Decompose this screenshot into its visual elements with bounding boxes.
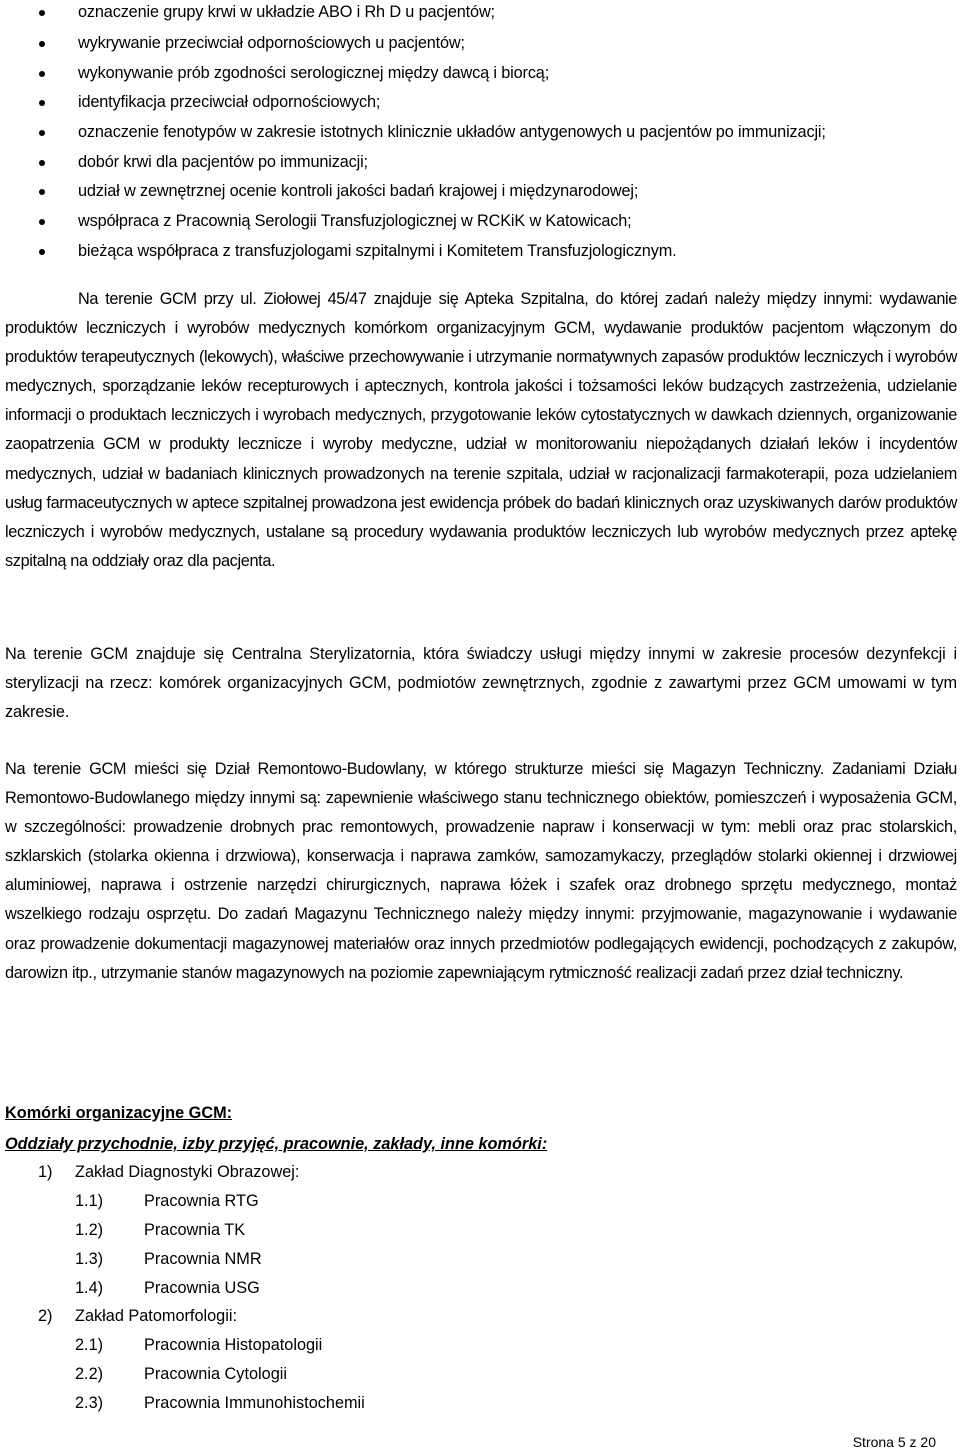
bullet-icon [39,130,45,136]
list-item [78,92,380,112]
bullet-icon [39,10,45,16]
outline-label: Pracownia RTG [144,1192,259,1210]
outline-number: 1.3) [75,1250,104,1268]
bullet-icon [39,71,45,77]
outline-number: 2) [38,1307,53,1325]
list-item-text: udział w zewnętrznej ocenie kontroli jakości badań krajowej i międzynarodowej; [78,182,639,200]
outline-number: 2.2) [75,1365,104,1383]
organizational-units-heading: Komórki organizacyjne GCM: [5,1104,233,1122]
list-item [78,63,549,83]
outline-label: Pracownia Immunohistochemii [144,1394,365,1412]
bullet-icon [39,249,45,255]
list-item [78,211,632,231]
pharmacy-paragraph-text: Na terenie GCM przy ul. Ziołowej 45/47 znajduje się Apteka Szpitalna, do której zadań należy między innymi: wydawanie produktów leczniczych i wyrobów medycznych komórkom organizacyjnym GCM, wydawanie produktów pacjentom włączonym do produktów terapeutycznych (lekowych), właściwe przechowywanie i utrzymanie normatywnych zapasów produktów leczniczych i wyrobów medycznych, sporządzanie leków recepturowych i aptecznych, kontrola jakości i tożsamości leków budzących zastrzeżenia, udzielanie informacji o produktach leczniczych i wyrobach medycznych, przygotowanie leków cytostatycznych w dawkach dziennych, organizowanie zaopatrzenia GCM w produkty lecznicze i wyroby medyczne, udział w monitorowaniu niepożądanych działań leków i incydentów medycznych, udział w badaniach klinicznych prowadzonych na terenie szpitala, udział w racjonalizacji farmakoterapii, poza udzielaniem usług farmaceutycznych w aptece szpitalnej prowadzona jest ewidencja próbek do badań klinicznych oraz uzyskiwanych darów produktów leczniczych i wyrobów medycznych, ustalane są procedury wydawania produktów leczniczych lub wyrobów medycznych przez aptekę szpitalną na oddziały oraz dla pacjenta. [5,290,957,570]
list-item [78,181,638,201]
list-item-text: wykonywanie prób zgodności serologicznej między dawcą i biorcą; [78,64,550,82]
bullet-icon [39,41,45,47]
outline-label: Pracownia Cytologii [144,1365,287,1383]
list-item [78,33,465,53]
outline-number: 2.3) [75,1394,104,1412]
list-item-text: współpraca z Pracownią Serologii Transfuzjologicznej w RCKiK w Katowicach; [78,212,632,230]
bullet-icon [39,219,45,225]
outline-label: Pracownia NMR [144,1250,262,1268]
outline-label: Zakład Patomorfologii: [75,1307,237,1325]
wards-heading: Oddziały przychodnie, izby przyjęć, pracownie, zakłady, inne komórki: [5,1135,548,1153]
outline-number: 2.1) [75,1336,104,1354]
list-item-text: oznaczenie fenotypów w zakresie istotnych klinicznie układów antygenowych u pacjentów po immunizacji; [78,123,826,141]
bullet-icon [39,100,45,106]
bullet-icon [39,189,45,195]
outline-number: 1) [38,1163,53,1181]
outline-label: Pracownia USG [144,1279,260,1297]
page-number: Strona 5 z 20 [852,1434,936,1450]
outline-number: 1.2) [75,1221,104,1239]
maintenance-paragraph-text: Na terenie GCM mieści się Dział Remontowo-Budowlany, w którego strukturze mieści się Magazyn Techniczny. Zadaniami Działu Remontowo-Budowlanego między innymi są: zapewnienie właściwego stanu technicznego obiektów, pomieszczeń i wyposażenia GCM, w szczególności: prowadzenie drobnych prac remontowych, prowadzenie napraw i konserwacji w tym: mebli oraz prac stolarskich, szklarskich (stolarka okienna i drzwiowa), konserwacja i naprawa zamków, samozamykaczy, przeglądów stolarki okiennej i drzwiowej aluminiowej, naprawa i ostrzenie narzędzi chirurgicznych, naprawa łóżek i szafek oraz drobnego sprzętu medycznego, montaż wszelkiego rodzaju osprzętu. Do zadań Magazynu Technicznego należy między innymi: przyjmowanie, magazynowanie i wydawanie oraz prowadzenie dokumentacji magazynowej materiałów oraz innych przedmiotów podlegających ewidencji, pochodzących z zakupów, darowizn itp., utrzymanie stanów magazynowych na poziomie zapewniającym rytmiczność realizacji zadań przez dział techniczny. [5,760,957,982]
bullet-icon [39,160,45,166]
outline-number: 1.4) [75,1279,104,1297]
list-item-text: wykrywanie przeciwciał odpornościowych u pacjentów; [78,34,465,52]
list-item-text: dobór krwi dla pacjentów po immunizacji; [78,153,368,171]
outline-label: Zakład Diagnostyki Obrazowej: [75,1163,300,1181]
maintenance-paragraph [5,755,957,988]
sterilization-paragraph [5,640,957,727]
sterilization-paragraph-text: Na terenie GCM znajduje się Centralna Sterylizatornia, która świadczy usługi między innymi w zakresie procesów dezynfekcji i sterylizacji na rzecz: komórek organizacyjnych GCM, podmiotów zewnętrznych, zgodnie z zawartymi przez GCM umowami w tym zakresie. [5,645,957,722]
list-item [78,152,368,172]
outline-number: 1.1) [75,1192,104,1210]
outline-label: Pracownia TK [144,1221,246,1239]
list-item [78,122,826,142]
list-item-text: identyfikacja przeciwciał odpornościowych; [78,93,381,111]
list-item-text: bieżąca współpraca z transfuzjologami szpitalnymi i Komitetem Transfuzjologicznym. [78,242,677,260]
pharmacy-paragraph [5,285,957,576]
outline-label: Pracownia Histopatologii [144,1336,323,1354]
list-item-text: oznaczenie grupy krwi w układzie ABO i Rh D u pacjentów; [78,3,495,21]
list-item [78,241,677,261]
list-item [78,2,495,22]
